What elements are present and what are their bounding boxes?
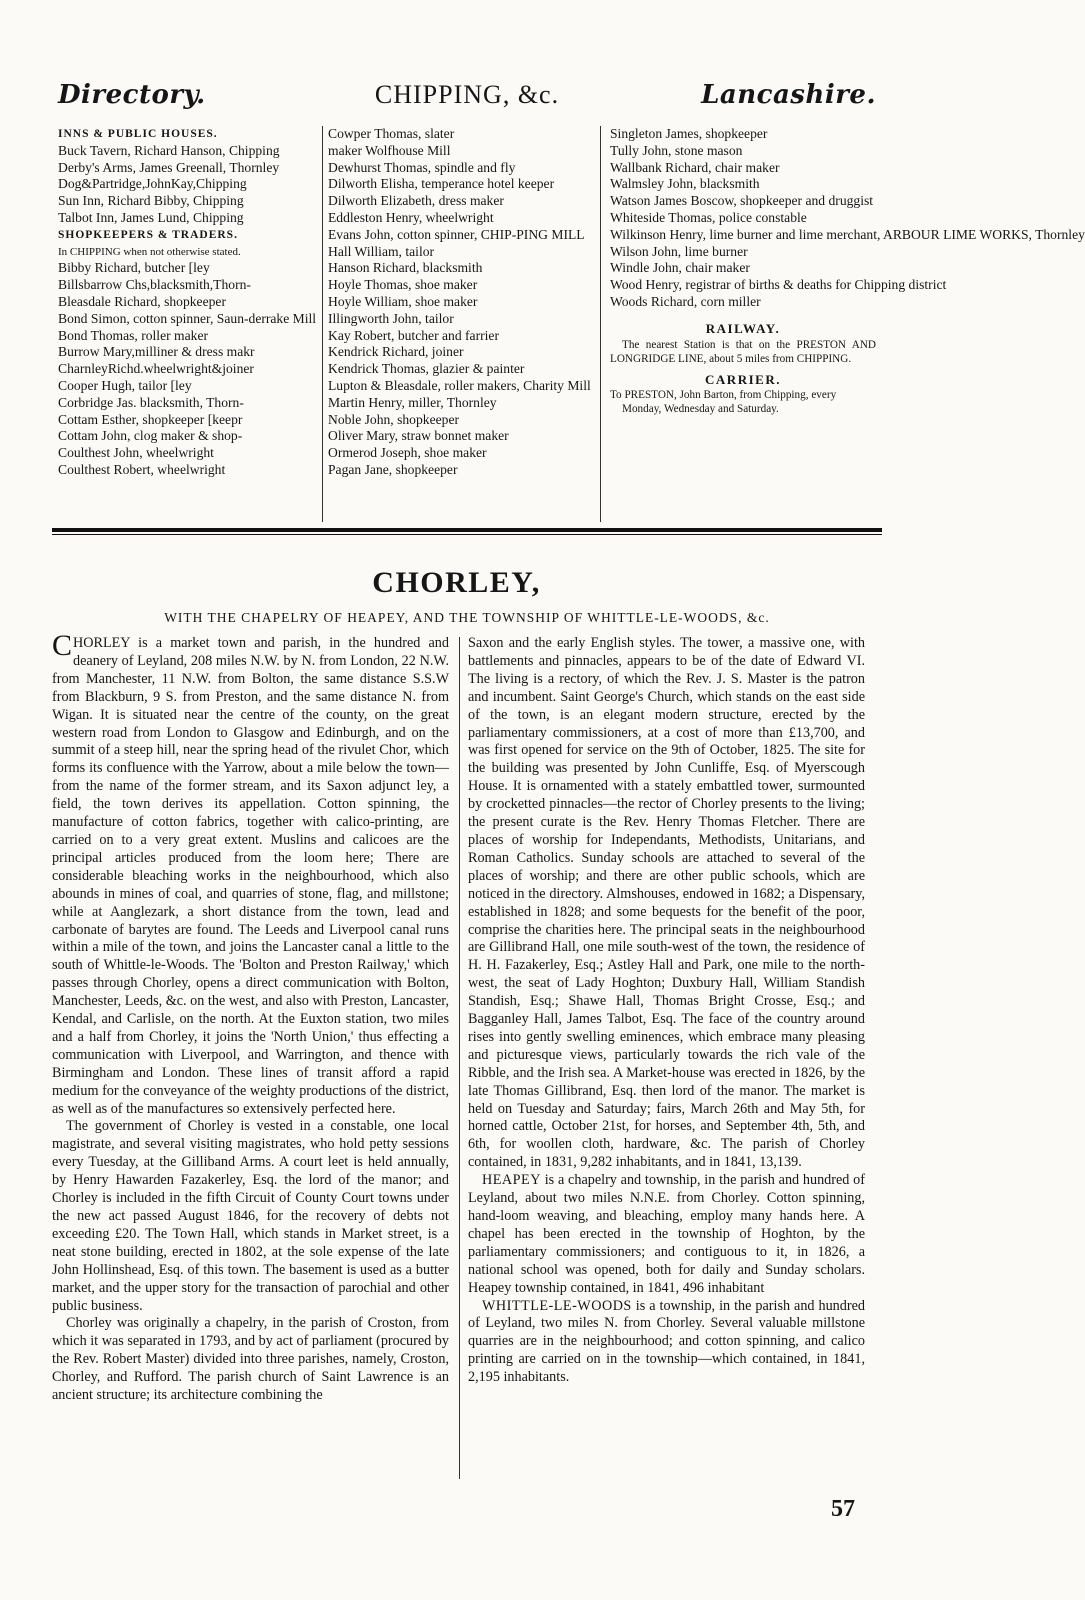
directory-entry: Talbot Inn, James Lund, Chipping (58, 209, 244, 225)
directory-entry: Evans John, cotton spinner, CHIP-PING MILL (328, 226, 585, 242)
directory-entry: Cooper Hugh, tailor [ley (58, 377, 192, 393)
directory-entry: Sun Inn, Richard Bibby, Chipping (58, 193, 244, 209)
column-divider (322, 126, 323, 522)
directory-entry: Wilson John, lime burner (610, 243, 748, 259)
article-paragraph (52, 629, 449, 1118)
article-column-2 (468, 635, 865, 1485)
directory-entry: maker Wolfhouse Mill (328, 142, 451, 158)
header-left: Directory. (58, 80, 206, 110)
article-subtitle: WITH THE CHAPELRY OF HEAPEY, AND THE TOWNSHIP OF WHITTLE-LE-WOODS, &c. (164, 610, 770, 625)
traders-list-continued (610, 126, 1085, 311)
article-paragraph: Saxon and the early English styles. The tower, a massive one, with battlements and pinnacles, appears to be of the date of Edward VI. The living is a rectory, of which the Rev. J. S. Master is the patron and incumbent. Saint George's Church, which stands on the east side of the town, is an elegant modern structure, erected by the parliamentary commissioners, at a cost of more than £13,700, and was first opened for service on the 9th of October, 1825. The site for the building was presented by John Cunliffe, Esq. of Myerscough House. It is ornamented with a stately embattled tower, surmounted by crocketted pinnacles—the rector of Chorley presents to the living; the present curate is the Rev. Henry Thomas Fletcher. There are places of worship for Independants, Methodists, Unitarians, and Roman Catholics. Sunday schools are attached to several of the places of worship; and there are other public schools, which are noticed in the directory. Almshouses, endowed in 1682; a Dispensary, established in 1828; and some bequests for the benefit of the poor, comprise the charities here. The principal seats in the neighbourhood are Gillibrand Hall, one mile south-west of the town, the residence of H. H. Fazakerley, Esq.; Astley Hall and Park, one mile to the north-west, the seat of Lady Hoghton; Duxbury Hall, William Standish Standish, Esq.; Shawe Hall, Thomas Bright Crosse, Esq.; and Bagganley Hall, James Talbot, Esq. The face of the country around rises into gently swelling eminences, which embrace many pleasing and picturesque views, particularly towards the rich vale of the Ribble, and the Irish sea. A Market-house was erected in 1826, by the late Thomas Gillibrand, Esq. then lord of the manor. The market is held on Tuesday and Saturday; fairs, March 26th and May 5th, for horned cattle, October 21st, for horses, and September 4th, 5th, and 6th, for woollen cloth, hardware, &c. The parish of Chorley contained, in 1831, 9,282 inhabitants, and in 1841, 13,139. (468, 635, 865, 1171)
directory-entry: Wood Henry, registrar of births & deaths for Chipping district (610, 277, 947, 293)
directory-entry: Bibby Richard, butcher [ley (58, 260, 210, 276)
article-paragraph: The government of Chorley is vested in a constable, one local magistrate, and several visiting magistrates, who hold petty sessions every Tuesday, at the Gilliband Arms. A court leet is held annually, by Henry Hawarden Fazakerley, Esq. the lord of the manor; and Chorley is included in the fifth Circuit of County Court towns under the new act passed August 1846, for the recovery of debts not exceeding £20. The Town Hall, which stands in Market street, is a neat stone building, erected in 1802, at the sole expense of the late John Hollinshead, Esq. of this town. The basement is used as a butter market, and the upper story for the transaction of parochial and other public business. (52, 1118, 449, 1314)
trade-directory (58, 126, 1085, 512)
article-paragraph (468, 1298, 865, 1388)
railway-heading: RAILWAY. (705, 320, 781, 336)
inns-heading: INNS & PUBLIC HOUSES. (58, 128, 218, 140)
directory-entry: Whiteside Thomas, police constable (610, 209, 807, 225)
directory-entry: Noble John, shopkeeper (328, 411, 459, 427)
section-rule-thin (52, 534, 882, 535)
directory-column-1 (58, 126, 317, 479)
directory-entry: Cottam Esther, shopkeeper [keepr (58, 411, 243, 427)
directory-entry: Lupton & Bleasdale, roller makers, Charity Mill (328, 377, 591, 393)
directory-entry: Martin Henry, miller, Thornley (328, 394, 497, 410)
directory-entry: Cowper Thomas, slater (328, 126, 455, 141)
directory-entry: Billsbarrow Chs,blacksmith,Thorn- (58, 277, 251, 293)
drop-cap: C (52, 629, 73, 662)
directory-entry: Kendrick Richard, joiner (328, 344, 464, 360)
directory-entry: Buck Tavern, Richard Hanson, Chipping (58, 142, 280, 158)
directory-entry: Dilworth Elisha, temperance hotel keeper (328, 176, 555, 192)
shopkeepers-list (58, 260, 317, 478)
section-rule-thick (52, 528, 882, 532)
directory-entry: Oliver Mary, straw bonnet maker (328, 428, 509, 444)
directory-entry: Illingworth John, tailor (328, 310, 454, 326)
directory-entry: Wilkinson Henry, lime burner and lime merchant, ARBOUR LIME WORKS, Thornley (610, 226, 1085, 242)
directory-entry: Hanson Richard, blacksmith (328, 260, 483, 276)
directory-entry: Tully John, stone mason (610, 142, 743, 158)
directory-entry: Hall William, tailor (328, 243, 435, 259)
shopkeepers-note: In CHIPPING when not otherwise stated. (58, 245, 241, 258)
directory-entry: Bleasdale Richard, shopkeeper (58, 293, 226, 309)
directory-entry: Dog&Partridge,JohnKay,Chipping (58, 176, 247, 192)
directory-entry: Watson James Boscow, shopkeeper and druggist (610, 193, 874, 209)
directory-entry: Woods Richard, corn miller (610, 293, 761, 309)
directory-entry: Coulthest Robert, wheelwright (58, 461, 226, 477)
article-paragraph: Chorley was originally a chapelry, in the parish of Croston, from which it was separated in 1793, and by act of parliament (procured by the Rev. Robert Master) divided into three parishes, namely, Croston, Chorley, and Rufford. The parish church of Saint Lawrence is an ancient structure; its architecture combining the (52, 1315, 449, 1404)
directory-entry: Corbridge Jas. blacksmith, Thorn- (58, 394, 244, 410)
directory-entry: Bond Simon, cotton spinner, Saun-derrake Mill (58, 310, 317, 326)
directory-entry: Windle John, chair maker (610, 260, 750, 276)
heapey-heading: HEAPEY (482, 1172, 541, 1189)
article-column-1 (52, 629, 449, 1485)
page-number: 57 (831, 1496, 855, 1522)
directory-entry: Hoyle William, shoe maker (328, 293, 478, 309)
directory-entry: Kendrick Thomas, glazier & painter (328, 361, 525, 377)
directory-entry: Wallbank Richard, chair maker (610, 159, 780, 175)
running-header (58, 80, 876, 120)
directory-entry: Singleton James, shopkeeper (610, 126, 768, 141)
directory-entry: Coulthest John, wheelwright (58, 445, 214, 461)
directory-entry: Hoyle Thomas, shoe maker (328, 277, 478, 293)
directory-entry: Pagan Jane, shopkeeper (328, 461, 458, 477)
directory-entry: Bond Thomas, roller maker (58, 327, 209, 343)
carrier-heading: CARRIER. (705, 371, 781, 387)
column-divider (600, 126, 601, 522)
directory-entry: Kay Robert, butcher and farrier (328, 327, 499, 343)
directory-entry: Derby's Arms, James Greenall, Thornley (58, 159, 280, 175)
paragraph-text: is a chapelry and township, in the parish and hundred of Leyland, about two miles N.N.E. from Chorley. Cotton spinning, hand-loom weaving, and bleaching, employ many hands here. A chapel has been erected in the township of Hoghton, by the parliamentary commissioners; and contiguous to it, in 1826, a national school was opened, both for daily and Sunday scholars. Heapey township contained, in 1841, 496 inhabitant (468, 1172, 865, 1296)
article-title: CHORLEY, (372, 566, 541, 599)
traders-list (328, 126, 590, 479)
directory-column-3 (610, 126, 1085, 416)
shopkeepers-heading: SHOPKEEPERS & TRADERS. (58, 228, 238, 241)
whittle-heading: WHITTLE-LE-WOODS (482, 1297, 632, 1314)
column-divider (459, 637, 460, 1479)
inns-list (58, 143, 312, 227)
header-center: CHIPPING, &c. (374, 80, 560, 109)
directory-entry: Ormerod Joseph, shoe maker (328, 445, 487, 461)
carrier-text: To PRESTON, John Barton, from Chipping, every Monday, Wednesday and Saturday. (610, 389, 837, 416)
directory-entry: Dewhurst Thomas, spindle and fly (328, 159, 516, 175)
paragraph-text: is a township, in the parish and hundred of Leyland, two miles N. from Chorley. Several valuable millstone quarries are in the neighbourhood; and cotton spinning, and calico printing are carried on in the township—which contained, in 1841, 2,195 inhabitants. (468, 1297, 865, 1386)
directory-entry: Dilworth Elizabeth, dress maker (328, 193, 504, 209)
directory-entry: Burrow Mary,milliner & dress makr (58, 344, 255, 360)
article-body (52, 629, 882, 1485)
directory-column-2 (328, 126, 590, 479)
directory-entry: CharnleyRichd.wheelwright&joiner (58, 361, 254, 377)
directory-entry: Walmsley John, blacksmith (610, 176, 760, 192)
paragraph-text: HORLEY is a market town and parish, in the hundred and deanery of Leyland, 208 miles N.W. by N. from London, 22 N.W. from Manchester, 11 N.W. from Bolton, the same distance S.S.W from Blackburn, 9 S. from Preston, and the same distance N. from Wigan. It is situated near the centre of the county, on the great western road from London to Glasgow and Edinburgh, and on the summit of a steep hill, near the spring head of the rivulet Chor, which forms its confluence with the Yarrow, about a mile below the town—from the name of the former stream, and its Saxon adjunct ley, a field, the town derives its appellation. Cotton spinning, the manufacture of cotton fabrics, together with calico-printing, are carried on to a very great extent. Muslins and calicoes are the principal articles produced from the loom here; There are considerable bleaching works in the neighbourhood, which also abounds in mines of coal, and quarries of stone, flag, and millstone; while at Aanglezark, a short distance from the town, lead and carbonate of barytes are found. The Leeds and Liverpool canal runs within a mile of the town, and joins the Lancaster canal a little to the south of Whittle-le-Woods. The 'Bolton and Preston Railway,' which passes through Chorley, opens a direct communication with Bolton, Manchester, Leeds, &c. on the west, and also with Preston, Lancaster, Kendal, and Carlisle, on the north. At the Euxton station, two miles and a half from Chorley, it joins the 'North Union,' thus effecting a communication with Liverpool, and Warrington, and thence with Birmingham and London. These lines of transit afford a rapid medium for the conveyance of the weighty productions of the district, as well as of the manufactures so extensively perfected here. (52, 635, 449, 1117)
directory-entry: Cottam John, clog maker & shop- (58, 428, 243, 444)
header-right: Lancashire. (701, 80, 876, 110)
railway-text: The nearest Station is that on the PRESTON AND LONGRIDGE LINE, about 5 miles from CHIPPING. (610, 338, 876, 365)
directory-entry: Eddleston Henry, wheelwright (328, 209, 494, 225)
article-paragraph (468, 1172, 865, 1297)
